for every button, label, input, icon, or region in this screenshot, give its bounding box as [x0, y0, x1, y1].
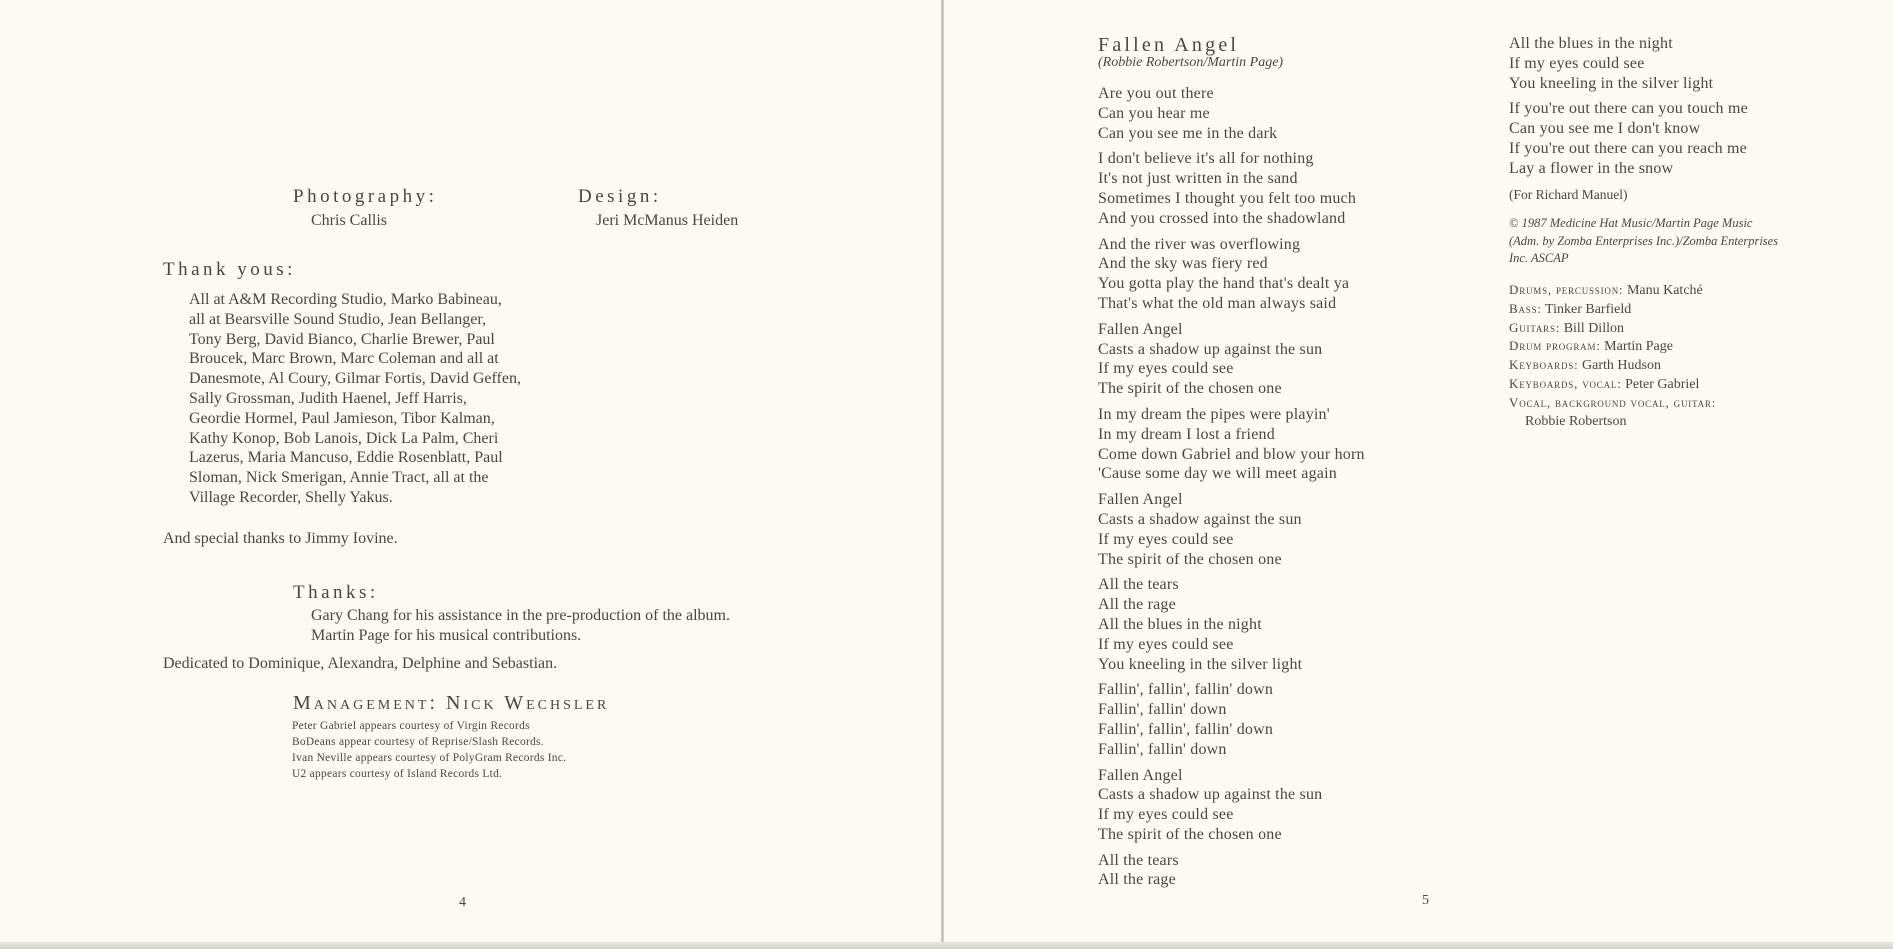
copyright-notice — [1509, 215, 1778, 268]
lyric-line: The spirit of the chosen one — [1098, 825, 1282, 843]
lyric-line: Can you hear me — [1098, 104, 1210, 122]
musician-name: Tinker Barfield — [1545, 301, 1632, 317]
thank-yous-line: Danesmote, Al Coury, Gilmar Fortis, David Geffen, — [189, 370, 521, 388]
page-fold — [941, 0, 944, 949]
thanks-line: Gary Chang for his assistance in the pre-production of the album. — [311, 607, 730, 624]
lyric-line: All the tears — [1098, 576, 1179, 594]
lyric-stanza — [1509, 99, 1748, 178]
musician-name: Martin Page — [1604, 339, 1673, 355]
song-writers: (Robbie Robertson/Martin Page) — [1098, 55, 1284, 70]
musician-name: Bill Dillon — [1563, 320, 1624, 336]
lyric-line: 'Cause some day we will meet again — [1098, 465, 1337, 483]
lyric-line: Fallin', fallin', fallin' down — [1098, 720, 1274, 738]
courtesy-line: U2 appears courtesy of Island Records Ltd. — [292, 768, 503, 780]
thank-yous-label: Thank yous: — [163, 259, 296, 280]
dedication: Dedicated to Dominique, Alexandra, Delphine and Sebastian. — [163, 655, 558, 672]
lyric-stanza — [1098, 575, 1365, 674]
lyric-line: If my eyes could see — [1098, 360, 1234, 378]
thanks-label: Thanks: — [293, 582, 379, 603]
lyric-line: The spirit of the chosen one — [1098, 550, 1282, 568]
lyric-line: All the rage — [1098, 871, 1176, 889]
dedication-note: (For Richard Manuel) — [1509, 187, 1628, 202]
lyric-line: Fallin', fallin', fallin' down — [1098, 681, 1274, 699]
lyric-line: I don't believe it's all for nothing — [1098, 150, 1314, 168]
lyric-line: Casts a shadow against the sun — [1098, 510, 1302, 528]
lyric-line: The spirit of the chosen one — [1098, 380, 1282, 398]
lyric-line: Can you see me I don't know — [1509, 120, 1701, 138]
lyric-line: Come down Gabriel and blow your horn — [1098, 445, 1365, 463]
lyric-stanza — [1098, 680, 1365, 759]
lyric-line: You kneeling in the silver light — [1509, 74, 1714, 92]
lyric-line: It's not just written in the sand — [1098, 170, 1298, 188]
thank-yous-line: All at A&M Recording Studio, Marko Babineau, — [189, 291, 502, 308]
page-number-left: 4 — [459, 895, 466, 910]
lyric-line: Fallen Angel — [1098, 766, 1183, 784]
musician-credit — [1509, 319, 1716, 338]
management-credit: Management: Nick Wechsler — [293, 692, 610, 714]
lyric-line: If you're out there can you touch me — [1509, 100, 1748, 118]
lyric-line: That's what the old man always said — [1098, 294, 1337, 312]
musician-role: Vocal, background vocal, guitar: — [1509, 394, 1717, 410]
lyric-line: You kneeling in the silver light — [1098, 655, 1303, 673]
courtesy-line: BoDeans appear courtesy of Reprise/Slash Records. — [292, 736, 544, 748]
lyric-line: And you crossed into the shadowland — [1098, 209, 1346, 227]
musician-role: Keyboards: — [1509, 357, 1579, 373]
thank-yous-line: Kathy Konop, Bob Lanois, Dick La Palm, Cheri — [189, 429, 499, 447]
lyric-line: And the sky was fiery red — [1098, 255, 1268, 273]
right-page — [945, 0, 1893, 949]
musician-role: Guitars: — [1509, 319, 1561, 335]
thank-yous-line: Village Recorder, Shelly Yakus. — [189, 488, 393, 506]
lyric-line: Are you out there — [1098, 85, 1214, 102]
musician-name: Garth Hudson — [1582, 358, 1661, 374]
design-name: Jeri McManus Heiden — [596, 212, 739, 229]
lyric-line: Fallin', fallin' down — [1098, 740, 1227, 758]
thanks-list — [311, 606, 730, 646]
musician-credit — [1509, 337, 1716, 356]
lyric-line: Can you see me in the dark — [1098, 124, 1278, 142]
thank-yous-line: Lazerus, Maria Mancuso, Eddie Rosenblatt, Paul — [189, 449, 503, 467]
lyric-line: Fallin', fallin' down — [1098, 701, 1227, 719]
lyric-line: You gotta play the hand that's dealt ya — [1098, 275, 1350, 293]
left-page — [0, 0, 943, 949]
musician-credit — [1509, 375, 1716, 394]
lyric-line: If my eyes could see — [1509, 54, 1645, 72]
lyrics-column-1 — [1098, 84, 1365, 896]
lyric-line: All the tears — [1098, 851, 1179, 869]
lyric-stanza — [1098, 149, 1365, 228]
page-bottom-edge — [0, 942, 1893, 949]
design-label: Design: — [578, 186, 662, 207]
courtesy-line: Ivan Neville appears courtesy of PolyGram Records Inc. — [292, 752, 567, 764]
courtesy-line: Peter Gabriel appears courtesy of Virgin Records — [292, 720, 530, 732]
musician-credit — [1509, 356, 1716, 375]
musician-name: Peter Gabriel — [1625, 376, 1700, 392]
lyric-line: All the blues in the night — [1509, 35, 1673, 52]
lyric-line: Fallen Angel — [1098, 491, 1183, 509]
lyric-stanza — [1098, 766, 1365, 845]
musician-role: Bass: — [1509, 300, 1542, 316]
lyric-line: If my eyes could see — [1098, 635, 1234, 653]
lyric-line: In my dream I lost a friend — [1098, 425, 1275, 443]
thank-yous-line: all at Bearsville Sound Studio, Jean Bellanger, — [189, 310, 487, 328]
musician-credits — [1509, 281, 1716, 430]
photography-label: Photography: — [293, 186, 438, 207]
copyright-line: Inc. ASCAP — [1509, 251, 1569, 265]
lyric-stanza — [1098, 851, 1365, 891]
musician-role: Keyboards, vocal: — [1509, 375, 1622, 391]
thank-yous-line: Sally Grossman, Judith Haenel, Jeff Harris, — [189, 389, 467, 407]
photography-name: Chris Callis — [311, 212, 388, 229]
musician-credit — [1509, 300, 1716, 319]
musician-role: Drum program: — [1509, 338, 1601, 354]
copyright-line: © 1987 Medicine Hat Music/Martin Page Music — [1509, 216, 1753, 230]
musician-name: Robbie Robertson — [1525, 413, 1627, 429]
courtesy-notes — [292, 718, 566, 782]
musician-name: Manu Katché — [1626, 283, 1703, 298]
lyric-line: Fallen Angel — [1098, 320, 1183, 338]
lyric-line: If you're out there can you reach me — [1509, 139, 1747, 157]
lyric-line: Casts a shadow up against the sun — [1098, 786, 1323, 804]
song-title: Fallen Angel — [1098, 34, 1240, 56]
copyright-line: (Adm. by Zomba Enterprises Inc.)/Zomba Enterprises — [1509, 233, 1779, 248]
lyric-line: All the blues in the night — [1098, 615, 1262, 633]
lyric-stanza — [1509, 34, 1748, 93]
lyric-line: If my eyes could see — [1098, 530, 1234, 548]
special-thanks: And special thanks to Jimmy Iovine. — [163, 530, 398, 547]
lyric-stanza — [1098, 320, 1365, 399]
lyric-stanza — [1098, 405, 1365, 484]
lyric-line: Lay a flower in the snow — [1509, 159, 1674, 177]
thank-yous-line: Sloman, Nick Smerigan, Annie Tract, all at the — [189, 469, 489, 487]
lyric-line: All the rage — [1098, 596, 1176, 614]
lyrics-column-2 — [1509, 34, 1748, 185]
musician-credit — [1509, 394, 1716, 431]
lyric-line: Casts a shadow up against the sun — [1098, 340, 1323, 358]
lyric-stanza — [1098, 84, 1365, 143]
thanks-line: Martin Page for his musical contributions. — [311, 626, 582, 644]
lyric-line: Sometimes I thought you felt too much — [1098, 189, 1357, 207]
thank-yous-line: Broucek, Marc Brown, Marc Coleman and all at — [189, 350, 499, 368]
lyric-line: If my eyes could see — [1098, 806, 1234, 824]
lyric-line: And the river was overflowing — [1098, 235, 1301, 253]
thank-yous-line: Geordie Hormel, Paul Jamieson, Tibor Kalman, — [189, 409, 495, 427]
thank-yous-line: Tony Berg, David Bianco, Charlie Brewer, Paul — [189, 330, 495, 348]
musician-role: Drums, percussion: — [1509, 282, 1624, 297]
musician-credit — [1509, 281, 1716, 300]
lyric-line: In my dream the pipes were playin' — [1098, 405, 1330, 423]
lyric-stanza — [1098, 490, 1365, 569]
page-number-right: 5 — [1422, 893, 1429, 908]
lyric-stanza — [1098, 235, 1365, 314]
thank-yous-list — [189, 290, 521, 508]
